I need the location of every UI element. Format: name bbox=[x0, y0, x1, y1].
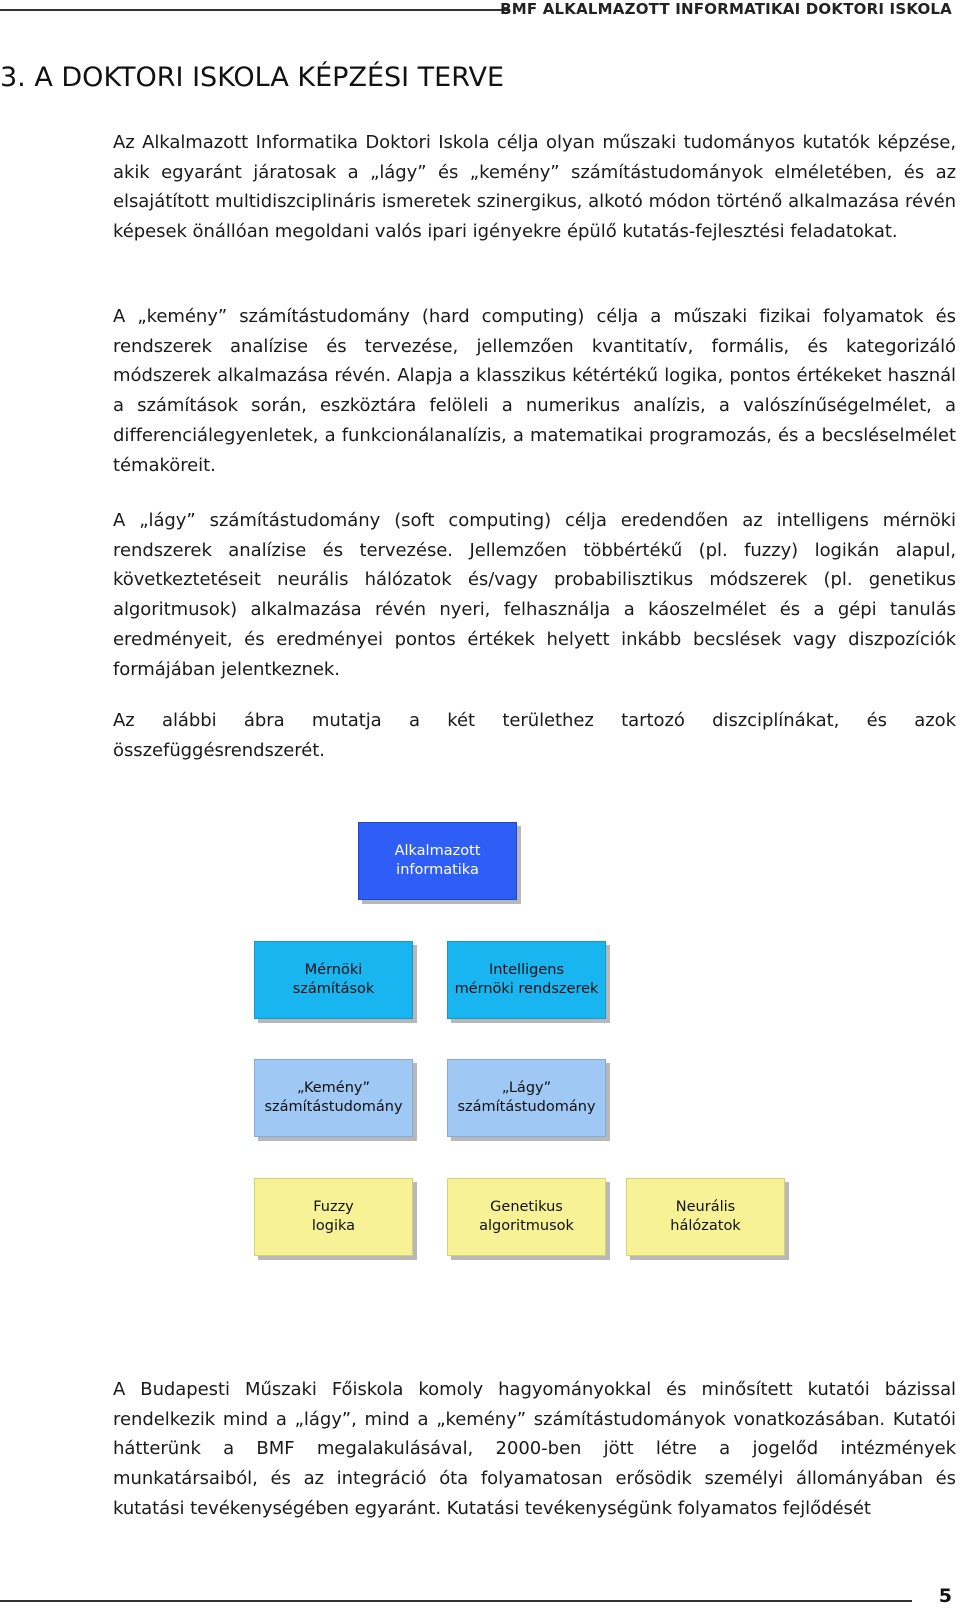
diagram-box-applied-informatics: Alkalmazott informatika bbox=[358, 822, 517, 900]
diagram-box-hard-computing: „Kemény” számítástudomány bbox=[254, 1059, 413, 1137]
paragraph-hard-computing: A „kemény” számítástudomány (hard computing) célja a műszaki fizikai folyamatok és rendszerek analízise és tervezése, jellemzően kvantitatív, formális, és kategorizáló módszerek alkalmazása révén. Alapja a klasszikus kétértékű logika, pontos értékeket használ a számítások során, eszköztára felöleli a numerikus analízis, a valószínűségelmélet, a differenciálegyenletek, a funkcionálanalízis, a matematikai programozás, és a becsléselmélet témaköreit. bbox=[113, 306, 956, 476]
diagram-box-neural-networks: Neurális hálózatok bbox=[626, 1178, 785, 1256]
diagram-box-intelligent-systems: Intelligens mérnöki rendszerek bbox=[447, 941, 606, 1019]
paragraph-soft-computing: A „lágy” számítástudomány (soft computing) célja eredendően az intelligens mérnöki rendszerek analízise és tervezése. Jellemzően többértékű (pl. fuzzy) logikán alapul, következtetéseit neurális hálózatok és/vagy probabilisztikus módszerek (pl. genetikus algoritmusok) alkalmazása révén nyeri, felhasználja a káoszelmélet és a gépi tanulás eredményeit, és eredményei pontos értékek helyett inkább becslések vagy diszpozíciók formájában jelentkeznek. bbox=[113, 510, 956, 680]
diagram-box-soft-computing: „Lágy” számítástudomány bbox=[447, 1059, 606, 1137]
header-rule bbox=[0, 9, 508, 11]
paragraph-intro: Az Alkalmazott Informatika Doktori Iskola célja olyan műszaki tudományos kutatók képzése, akik egyaránt járatosak a „lágy” és „kemény” számítástudományok elméletében, és az elsajátított multidiszciplináris ismeretek szinergikus, alkotó módon történő alkalmazása révén képesek önállóan megoldani valós ipari igényekre épülő kutatás-fejlesztési feladatokat. bbox=[113, 132, 956, 243]
diagram-box-engineering-computations: Mérnöki számítások bbox=[254, 941, 413, 1019]
chapter-title: 3. A DOKTORI ISKOLA KÉPZÉSI TERVE bbox=[0, 62, 505, 93]
diagram-box-genetic-algorithms: Genetikus algoritmusok bbox=[447, 1178, 606, 1256]
diagram-box-fuzzy-logic: Fuzzy logika bbox=[254, 1178, 413, 1256]
running-header: BMF ALKALMAZOTT INFORMATIKAI DOKTORI ISKOLA bbox=[500, 0, 952, 18]
paragraph-bmf: A Budapesti Műszaki Főiskola komoly hagyományokkal és minősített kutatói bázissal rendelkezik mind a „lágy”, mind a „kemény” számítástudományok vonatkozásában. Kutatói hátterünk a BMF megalakulásával, 2000-ben jött létre a jogelőd intézmények munkatársaiból, és az integráció óta folyamatosan erősödik személyi állományában és kutatási tevékenységében egyaránt. Kutatási tevékenységünk folyamatos fejlődését bbox=[113, 1379, 956, 1519]
page-number: 5 bbox=[938, 1585, 952, 1607]
footer-rule bbox=[0, 1600, 912, 1602]
paragraph-figure-intro: Az alábbi ábra mutatja a két területhez tartozó diszciplínákat, és azok összefüggésrendszerét. bbox=[113, 710, 956, 761]
